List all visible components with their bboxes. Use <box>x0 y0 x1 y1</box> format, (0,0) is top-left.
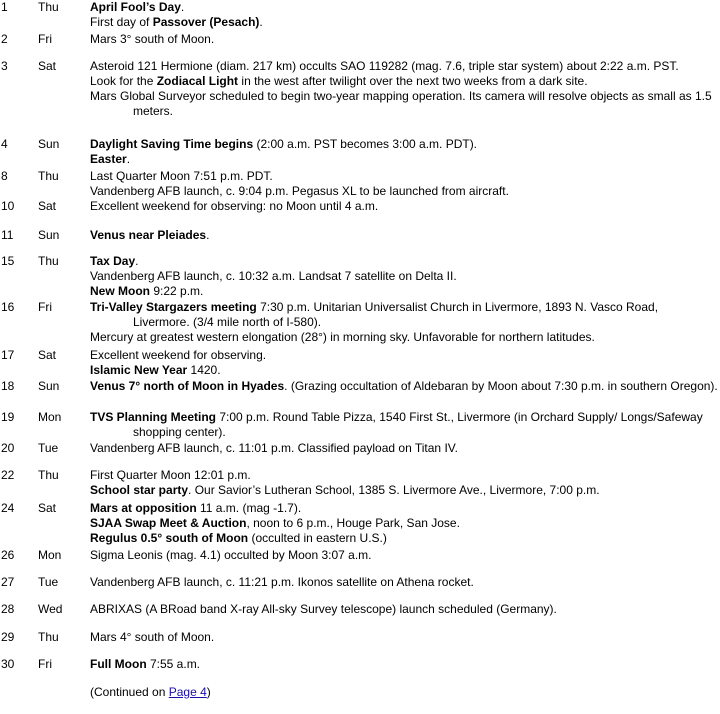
event-highlight: Full Moon <box>90 657 147 671</box>
day-number: 11 <box>1 228 14 242</box>
day-of-week: Thu <box>38 468 59 482</box>
event-text: 1420. <box>187 363 221 377</box>
event-list <box>90 630 718 645</box>
day-of-week: Thu <box>38 254 59 268</box>
event-text: Vandenberg AFB launch, c. 11:01 p.m. Classified payload on Titan IV. <box>90 441 459 455</box>
day-number: 20 <box>1 441 15 455</box>
event-text: Mars Global Surveyor scheduled to begin two-year mapping operation. Its camera will resolve objects as small as 1.5 meters. <box>90 89 712 118</box>
event-line <box>90 501 718 516</box>
event-text: Mars 3° south of Moon. <box>90 32 215 46</box>
event-line <box>90 0 718 15</box>
day-number: 2 <box>1 32 8 46</box>
event-text: Sigma Leonis (mag. 4.1) occulted by Moon 3:07 a.m. <box>90 548 372 562</box>
day-of-week: Sat <box>38 348 57 362</box>
event-list <box>90 0 718 30</box>
event-line <box>90 15 718 30</box>
day-number: 17 <box>1 348 15 362</box>
day-of-week: Thu <box>38 630 59 644</box>
event-list <box>90 348 718 378</box>
event-line <box>90 548 718 563</box>
day-number: 15 <box>1 254 15 268</box>
event-line <box>90 269 718 284</box>
day-number: 19 <box>1 410 15 424</box>
event-text: . <box>126 152 131 166</box>
event-line <box>90 468 718 483</box>
event-text: Look for the <box>90 74 157 88</box>
day-of-week: Fri <box>38 300 52 314</box>
event-text: 7:00 p.m. Round Table Pizza, 1540 First St., Livermore (in Orchard Supply/ Longs/Safeway shopping center). <box>133 410 703 439</box>
day-of-week: Mon <box>38 410 62 424</box>
event-text: . <box>259 15 263 29</box>
day-of-week: Sat <box>38 199 57 213</box>
event-line <box>90 410 718 440</box>
event-text: . <box>206 228 210 242</box>
day-of-week: Sat <box>38 501 57 515</box>
event-highlight: Tri-Valley Stargazers meeting <box>90 300 257 314</box>
day-of-week: Sun <box>38 379 60 393</box>
event-line <box>90 300 718 330</box>
event-text: First Quarter Moon 12:01 p.m. <box>90 468 251 482</box>
event-text: Vandenberg AFB launch, c. 11:21 p.m. Ikonos satellite on Athena rocket. <box>90 575 474 589</box>
day-number: 8 <box>1 169 8 183</box>
event-text: . (Grazing occultation of Aldebaran by Moon about 7:30 p.m. in southern Oregon). <box>284 379 718 393</box>
event-highlight: Mars at opposition <box>90 501 197 515</box>
day-number: 22 <box>1 468 15 482</box>
event-line <box>90 441 718 456</box>
event-highlight: Passover (Pesach) <box>152 15 260 29</box>
event-text: Asteroid 121 Hermione (diam. 217 km) occults SAO 119282 (mag. 7.6, triple star system) about 2:22 a.m. PST. <box>90 59 679 73</box>
event-list <box>90 657 718 672</box>
event-line <box>90 363 718 378</box>
event-line <box>90 152 718 167</box>
event-highlight: Easter <box>90 152 127 166</box>
event-text: 9:22 p.m. <box>150 284 204 298</box>
event-line <box>90 228 718 243</box>
event-highlight: TVS Planning Meeting <box>90 410 217 424</box>
event-line <box>90 284 718 299</box>
day-of-week: Tue <box>38 441 59 455</box>
event-text: 7:30 p.m. Unitarian Universalist Church in Livermore, 1893 N. Vasco Road, Livermore. (3/4 mile north of I-580). <box>133 300 659 329</box>
day-of-week: Sun <box>38 228 60 242</box>
event-line <box>90 137 718 152</box>
event-line <box>90 531 718 546</box>
event-line <box>90 379 718 394</box>
day-number: 27 <box>1 575 15 589</box>
event-text: Vandenberg AFB launch, c. 10:32 a.m. Landsat 7 satellite on Delta II. <box>90 269 457 283</box>
event-line <box>90 59 718 74</box>
event-text: (2:00 a.m. PST becomes 3:00 a.m. PDT). <box>253 137 478 151</box>
continued-note <box>90 685 211 700</box>
event-list <box>90 379 718 394</box>
day-of-week: Fri <box>38 657 52 671</box>
event-line <box>90 657 718 672</box>
event-list <box>90 548 718 563</box>
day-number: 1 <box>1 0 8 14</box>
day-of-week: Thu <box>38 0 59 14</box>
event-highlight: Islamic New Year <box>90 363 188 377</box>
event-list <box>90 410 718 440</box>
day-of-week: Mon <box>38 548 62 562</box>
page-4-link[interactable]: Page 4 <box>168 685 207 699</box>
event-text: . <box>180 0 185 14</box>
event-text: . <box>135 254 139 268</box>
event-list <box>90 137 718 167</box>
event-line <box>90 199 718 214</box>
event-text: Last Quarter Moon 7:51 p.m. PDT. <box>90 169 273 183</box>
continued-suffix: ) <box>206 685 211 699</box>
day-number: 3 <box>1 59 8 73</box>
event-list <box>90 59 718 119</box>
event-text: 7:55 a.m. <box>146 657 201 671</box>
event-highlight: New Moon <box>90 284 150 298</box>
event-list <box>90 468 718 498</box>
event-list <box>90 32 718 47</box>
day-of-week: Wed <box>38 602 63 616</box>
event-line <box>90 575 718 590</box>
event-text: ABRIXAS (A BRoad band X-ray All-sky Survey telescope) launch scheduled (Germany). <box>90 602 557 616</box>
day-number: 16 <box>1 300 15 314</box>
event-line <box>90 32 718 47</box>
event-highlight: School star party <box>90 483 189 497</box>
event-text: , noon to 6 p.m., Houge Park, San Jose. <box>246 516 460 530</box>
event-line <box>90 184 718 199</box>
event-text: Vandenberg AFB launch, c. 9:04 p.m. Pegasus XL to be launched from aircraft. <box>90 184 509 198</box>
continued-prefix: (Continued on <box>90 685 169 699</box>
day-number: 30 <box>1 657 15 671</box>
day-number: 4 <box>1 137 8 151</box>
event-list <box>90 300 718 345</box>
event-list <box>90 602 718 617</box>
day-number: 18 <box>1 379 15 393</box>
event-text: (occulted in eastern U.S.) <box>248 531 387 545</box>
event-list <box>90 575 718 590</box>
day-number: 24 <box>1 501 15 515</box>
day-number: 10 <box>1 199 15 213</box>
event-list <box>90 254 718 299</box>
event-text: Excellent weekend for observing. <box>90 348 267 362</box>
event-text: Mercury at greatest western elongation (28°) in morning sky. Unfavorable for northern latitudes. <box>90 330 595 344</box>
event-line <box>90 602 718 617</box>
day-of-week: Tue <box>38 575 59 589</box>
event-line <box>90 254 718 269</box>
event-list <box>90 441 718 456</box>
event-highlight: Venus near Pleiades <box>90 228 207 242</box>
day-number: 29 <box>1 630 15 644</box>
event-line <box>90 516 718 531</box>
day-of-week: Sat <box>38 59 57 73</box>
event-line <box>90 483 718 498</box>
event-line <box>90 330 718 345</box>
event-text: First day of <box>90 15 153 29</box>
event-text: Mars 4° south of Moon. <box>90 630 215 644</box>
day-number: 26 <box>1 548 15 562</box>
event-line <box>90 630 718 645</box>
event-highlight: Tax Day <box>90 254 136 268</box>
event-line <box>90 89 718 119</box>
event-text: . Our Savior’s Lutheran School, 1385 S. Livermore Ave., Livermore, 7:00 p.m. <box>188 483 600 497</box>
event-text: 11 a.m. (mag -1.7). <box>196 501 302 515</box>
event-highlight: SJAA Swap Meet & Auction <box>90 516 247 530</box>
event-list <box>90 169 718 199</box>
event-list <box>90 199 718 214</box>
day-of-week: Fri <box>38 32 52 46</box>
event-line <box>90 74 718 89</box>
event-line <box>90 348 718 363</box>
event-line <box>90 169 718 184</box>
event-highlight: Regulus 0.5° south of Moon <box>90 531 249 545</box>
event-text: Excellent weekend for observing: no Moon until 4 a.m. <box>90 199 379 213</box>
event-highlight: Daylight Saving Time begins <box>90 137 254 151</box>
day-number: 28 <box>1 602 15 616</box>
event-list <box>90 228 718 243</box>
day-of-week: Thu <box>38 169 59 183</box>
event-list <box>90 501 718 546</box>
day-of-week: Sun <box>38 137 60 151</box>
event-highlight: Zodiacal Light <box>156 74 239 88</box>
event-highlight: Venus 7° north of Moon in Hyades <box>90 379 285 393</box>
event-text: in the west after twilight over the next two weeks from a dark site. <box>238 74 588 88</box>
event-highlight: April Fool’s Day <box>90 0 181 14</box>
